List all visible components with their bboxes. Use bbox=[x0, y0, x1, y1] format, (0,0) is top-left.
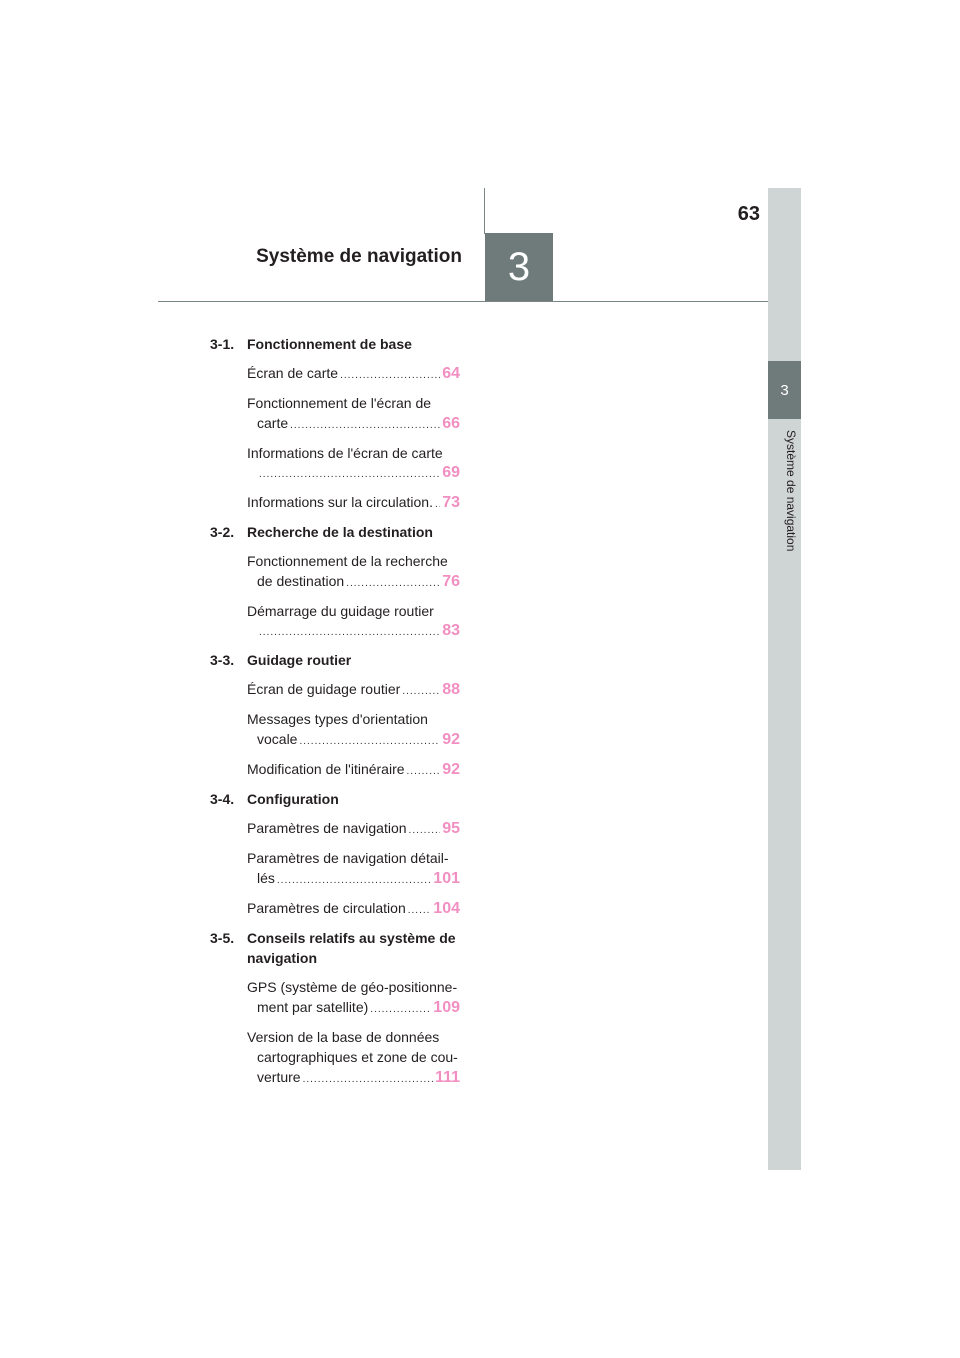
dot-leader bbox=[303, 1070, 433, 1090]
dot-leader bbox=[409, 821, 441, 841]
dot-leader bbox=[402, 682, 440, 702]
page-reference-link[interactable]: 88 bbox=[442, 681, 460, 698]
toc-section bbox=[210, 334, 460, 515]
page-reference-link[interactable]: 64 bbox=[442, 365, 460, 382]
section-heading[interactable] bbox=[210, 789, 460, 809]
section-number: 3-2. bbox=[210, 524, 235, 540]
dot-leader bbox=[259, 623, 440, 643]
section-number: 3-5. bbox=[210, 930, 235, 946]
section-number: 3-4. bbox=[210, 791, 235, 807]
entry-text: Modification de l'itinéraire bbox=[247, 761, 405, 777]
page-reference-link[interactable]: 92 bbox=[442, 761, 460, 778]
section-heading[interactable] bbox=[210, 928, 460, 968]
entry-text: GPS (système de géo-positionne- bbox=[247, 979, 458, 995]
section-heading[interactable] bbox=[210, 334, 460, 354]
dot-leader bbox=[407, 762, 441, 782]
section-title: Recherche de la destination bbox=[247, 524, 433, 540]
entry-text: de destination bbox=[257, 573, 345, 589]
dot-leader bbox=[408, 901, 432, 921]
toc-entry[interactable] bbox=[247, 759, 460, 782]
dot-leader bbox=[435, 495, 440, 515]
section-title: Fonctionnement de base bbox=[247, 336, 412, 352]
toc-entry[interactable] bbox=[247, 898, 460, 921]
toc-entry[interactable] bbox=[247, 363, 460, 386]
toc-entry[interactable] bbox=[247, 601, 460, 643]
entry-text: ment par satellite) bbox=[257, 999, 369, 1015]
toc-entry[interactable] bbox=[247, 977, 460, 1020]
section-heading[interactable] bbox=[210, 522, 460, 542]
toc-entry[interactable] bbox=[247, 848, 460, 891]
entry-text: Écran de carte bbox=[247, 365, 339, 381]
page-reference-link[interactable]: 101 bbox=[433, 870, 460, 887]
entry-text: Fonctionnement de la recherche bbox=[247, 553, 448, 569]
toc-section bbox=[210, 789, 460, 921]
entry-text: carte bbox=[257, 415, 289, 431]
entry-text: Informations sur la circulation. bbox=[247, 494, 433, 510]
toc-entry[interactable] bbox=[247, 551, 460, 594]
dot-leader bbox=[340, 366, 440, 386]
page-reference-link[interactable]: 83 bbox=[442, 622, 460, 639]
entry-text: Paramètres de navigation détail- bbox=[247, 850, 449, 866]
section-title: Configuration bbox=[247, 791, 339, 807]
entry-text: Version de la base de données bbox=[247, 1029, 440, 1045]
page-reference-link[interactable]: 69 bbox=[442, 464, 460, 481]
dot-leader bbox=[299, 732, 440, 752]
header-divider bbox=[158, 301, 768, 302]
entry-text: cartographiques et zone de cou- bbox=[257, 1049, 458, 1065]
toc-entry[interactable] bbox=[247, 1027, 460, 1090]
entry-text: lés bbox=[257, 870, 275, 886]
toc-section bbox=[210, 928, 460, 1090]
header-divider-vertical bbox=[484, 188, 485, 234]
toc-entry[interactable] bbox=[247, 492, 460, 515]
chapter-title: Système de navigation bbox=[256, 246, 462, 267]
page-reference-link[interactable]: 111 bbox=[435, 1069, 460, 1086]
page-number: 63 bbox=[737, 203, 760, 225]
chapter-number-box: 3 bbox=[485, 233, 553, 301]
toc-section bbox=[210, 522, 460, 643]
entry-text: Messages types d'orientation bbox=[247, 711, 428, 727]
toc-section bbox=[210, 650, 460, 782]
page-reference-link[interactable]: 66 bbox=[442, 415, 460, 432]
toc-entry[interactable] bbox=[247, 393, 460, 436]
dot-leader bbox=[370, 1000, 431, 1020]
section-title: Conseils relatifs au système de navigation bbox=[247, 930, 456, 966]
dot-leader bbox=[290, 416, 440, 436]
side-tab-number[interactable]: 3 bbox=[768, 361, 801, 419]
entry-text: verture bbox=[257, 1069, 301, 1085]
page-reference-link[interactable]: 109 bbox=[433, 999, 460, 1016]
dot-leader bbox=[277, 871, 431, 891]
page-reference-link[interactable]: 95 bbox=[442, 820, 460, 837]
entry-text: Écran de guidage routier bbox=[247, 681, 401, 697]
toc-entry[interactable] bbox=[247, 818, 460, 841]
page-reference-link[interactable]: 76 bbox=[442, 573, 460, 590]
section-number: 3-1. bbox=[210, 336, 235, 352]
entry-text: Paramètres de navigation bbox=[247, 820, 407, 836]
toc-entry[interactable] bbox=[247, 709, 460, 752]
dot-leader bbox=[346, 574, 440, 594]
entry-text: Informations de l'écran de carte bbox=[247, 445, 443, 461]
dot-leader bbox=[259, 465, 440, 485]
section-number: 3-3. bbox=[210, 652, 235, 668]
side-tab-label: Système de navigation bbox=[784, 430, 798, 552]
page-reference-link[interactable]: 73 bbox=[442, 494, 460, 511]
entry-text: Fonctionnement de l'écran de bbox=[247, 395, 432, 411]
table-of-contents bbox=[210, 334, 460, 1097]
entry-text: vocale bbox=[257, 731, 298, 747]
section-heading[interactable] bbox=[210, 650, 460, 670]
entry-text: Démarrage du guidage routier bbox=[247, 603, 434, 619]
entry-text: Paramètres de circulation bbox=[247, 900, 406, 916]
side-tab bbox=[768, 188, 801, 1170]
toc-entry[interactable] bbox=[247, 679, 460, 702]
toc-entry[interactable] bbox=[247, 443, 460, 485]
page-reference-link[interactable]: 104 bbox=[433, 900, 460, 917]
page-reference-link[interactable]: 92 bbox=[442, 731, 460, 748]
section-title: Guidage routier bbox=[247, 652, 352, 668]
